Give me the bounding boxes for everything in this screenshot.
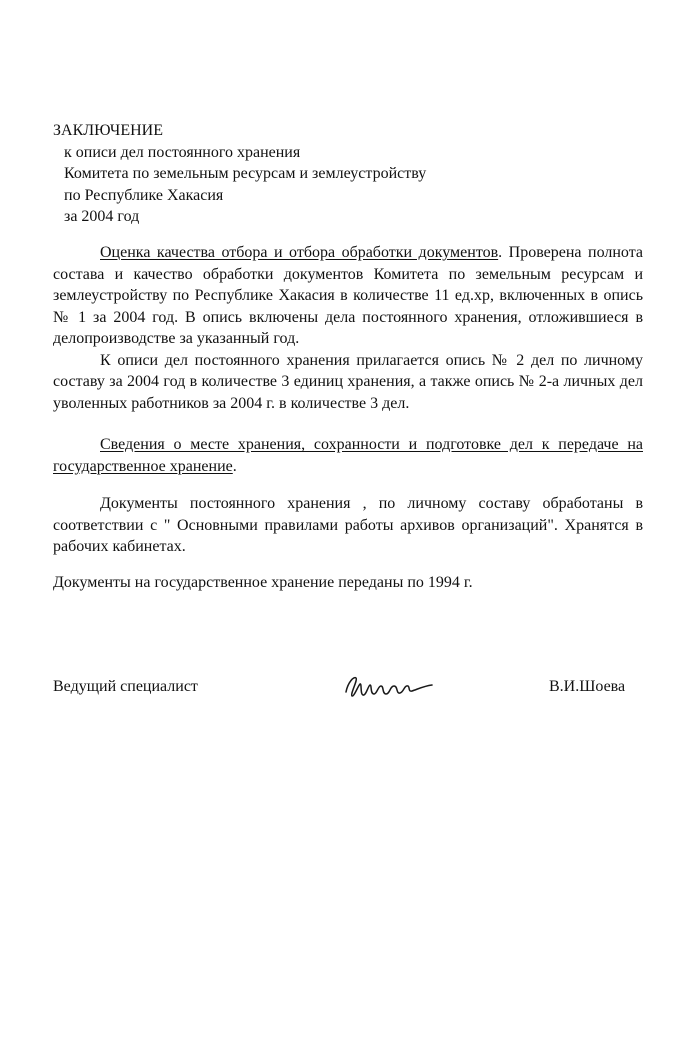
handwritten-signature	[340, 666, 436, 706]
header-line-1: к описи дел постоянного хранения	[64, 143, 301, 161]
transfer-statement: Документы на государственное хранение переданы по 1994 г.	[53, 574, 473, 591]
document-header	[53, 120, 426, 228]
section-storage	[53, 434, 643, 477]
section-attachment-paragraph: К описи дел постоянного хранения прилагается опись № 2 дел по личному составу за 2004 год в количестве 3 единиц хранения, а также опись № 2-а личных дел уволенных работников за 2004 г. в количестве 3 дел.	[53, 351, 643, 412]
header-line-3: по Республике Хакасия	[64, 186, 224, 204]
section-quality-heading: Оценка качества отбора и отбора обработки документов	[100, 244, 499, 261]
document-title: ЗАКЛЮЧЕНИЕ	[53, 122, 163, 139]
header-line-4: за 2004 год	[64, 208, 140, 225]
signer-name: В.И.Шоева	[549, 678, 626, 695]
section-quality	[53, 242, 643, 414]
section-storage-heading: Сведения о месте хранения, сохранности и подготовке дел к передаче на государственное хранение	[53, 436, 643, 475]
section-storage-paragraph	[53, 434, 643, 477]
section-processing	[53, 493, 643, 558]
section-quality-paragraph	[53, 242, 643, 350]
signer-position: Ведущий специалист	[53, 678, 198, 695]
header-line-2: Комитета по земельным ресурсам и землеустройству	[64, 165, 427, 182]
section-processing-paragraph: Документы постоянного хранения , по личному составу обработаны в соответствии с " Основными правилами работы архивов организаций". Хранятся в рабочих кабинетах.	[53, 495, 643, 555]
section-storage-tail: .	[232, 457, 237, 475]
section-quality-text: . Проверена полнота состава и качество обработки документов Комитета по земельным ресурсам и землеустройству по Республике Хакасия в количестве 11 ед.хр, включенных в опись № 1 за 2004 год. В опись включены дела постоянного хранения, отложившиеся в делопроизводстве за указанный год.	[53, 244, 643, 347]
